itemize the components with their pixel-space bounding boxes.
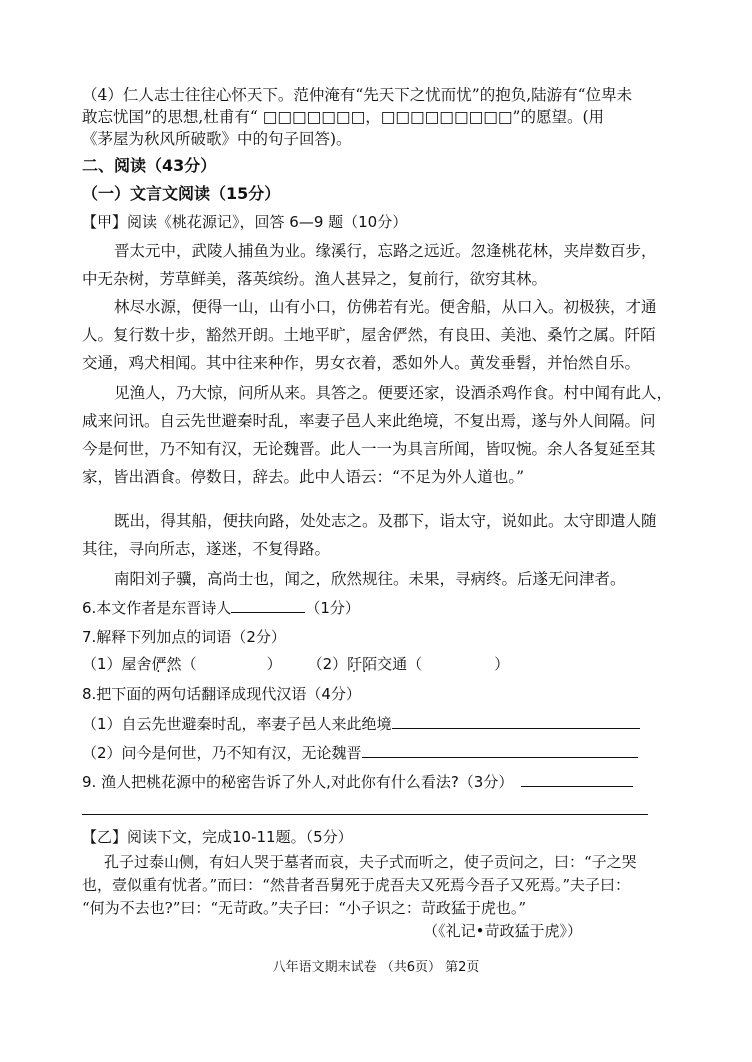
q6-text: 6.本文作者是东晋诗人 [82,599,232,617]
question-7: 7.解释下列加点的词语（2分） [82,628,286,646]
yi-line3: “何为不去也?”曰：“无苛政。”夫子曰：“小子识之：苛政猛于虎也。” [82,899,527,917]
q8-item1-answer-blank[interactable] [392,712,640,729]
jia-p3-line3: 今是何世，乃不知有汉，无论魏晋。此人一一为具言所闻，皆叹惋。余人各复延至其 [82,440,656,458]
yi-line1: 孔子过泰山侧，有妇人哭于墓者而哀，夫子式而听之，使子贡问之，曰：“子之哭 [104,853,637,871]
q8-item2-text: （2）问今是何世，乃不知有汉，无论魏晋 [82,744,362,762]
q8-item1 [82,712,640,735]
q7-item1-close-paren: ） [266,655,282,673]
q7-item2-prefix: （2） [307,655,348,673]
section-title-reading: 二、阅读（43分） [82,156,217,175]
jia-heading: 【甲】阅读《桃花源记》，回答 6—9 题（10分） [82,213,408,231]
jia-p1-line1: 晋太元中，武陵人捕鱼为业。缘溪行，忘路之远近。忽逢桃花林，夹岸数百步， [114,242,657,260]
jia-p2-line2: 人。复行数十步，豁然开朗。土地平旷，屋舍俨然，有良田、美池、桑竹之属。阡陌 [82,326,656,344]
q6-answer-blank[interactable] [231,596,305,613]
q7-item2-close-paren: ） [494,655,510,673]
jia-p4-line2: 其往，寻向所志，遂迷，不复得路。 [82,540,331,558]
question-9 [82,770,633,793]
question-6 [82,596,360,619]
q7-item1-open-paren: （ [181,655,197,673]
q7-item2-dotted-word: 阡陌 ·· [347,655,377,673]
q7-items [82,653,509,675]
q8-item2 [82,741,638,764]
q9-answer-line-2[interactable] [82,814,648,815]
q5-part4-line1: （4）仁人志士往往心怀天下。范仲淹有“先天下之忧而忧”的抱负,陆游有“位卑未 [82,86,633,104]
q7-item2-suffix: 交通 [377,655,408,673]
q8-item2-answer-blank[interactable] [362,741,638,758]
q7-item1-dotted-word: 俨然 ·· [152,655,182,673]
q5-part4-line3: 《茅屋为秋风所破歌》中的句子回答)。 [82,130,352,148]
jia-p2-line3: 交通，鸡犬相闻。其中往来种作，男女衣着，悉如外人。黄发垂髫，并怡然自乐。 [82,354,641,372]
jia-p5-line1: 南阳刘子骥，高尚士也，闻之，欣然规往。未果，寻病终。后遂无问津者。 [114,570,626,588]
jia-p1-line2: 中无杂树，芳草鲜美，落英缤纷。渔人甚异之，复前行，欲穷其林。 [82,270,548,288]
jia-p4-line1: 既出，得其船，便扶向路，处处志之。及郡下，诣太守，说如此。太守即遣人随 [114,512,657,530]
jia-p3-line4: 家，皆出酒食。停数日，辞去。此中人语云：“不足为外人道也。” [82,468,525,486]
q7-item1-prefix: （1）屋舍 [82,655,152,673]
q9-answer-blank-1[interactable] [521,770,633,787]
q6-score: （1分） [305,599,360,617]
page-footer: 八年语文期末试卷 （共6页） 第2页 [272,960,480,975]
yi-line2: 也，壹似重有忧者。”而曰：“然昔者吾舅死于虎吾夫又死焉今吾子又死焉。”夫子曰： [82,876,631,894]
subsection-title-classical: （一）文言文阅读（15分） [82,184,281,203]
q9-text: 9. 渔人把桃花源中的秘密告诉了外人,对此你有什么看法?（3分） [82,773,514,791]
yi-heading: 【乙】阅读下文，完成10-11题。（5分） [82,828,353,846]
jia-p3-line1: 见渔人，乃大惊，问所从来。具答之。便要还家，设酒杀鸡作食。村中闻有此人， [114,384,673,402]
question-8: 8.把下面的两句话翻译成现代汉语（4分） [82,685,361,703]
q8-item1-text: （1）自云先世避秦时乱，率妻子邑人来此绝境 [82,715,392,733]
yi-source: （《礼记•苛政猛于虎》） [423,922,582,940]
q7-item2-open-paren: （ [407,655,423,673]
q5-part4-line2: 敢忘忧国”的思想,杜甫有“ □□□□□□□，□□□□□□□□□”的愿望。(用 [82,108,604,126]
jia-p2-line1: 林尽水源，便得一山，山有小口，仿佛若有光。便舍船，从口入。初极狭，才通 [114,298,657,316]
jia-p3-line2: 咸来问讯。自云先世避秦时乱，率妻子邑人来此绝境，不复出焉，遂与外人间隔。问 [82,412,656,430]
